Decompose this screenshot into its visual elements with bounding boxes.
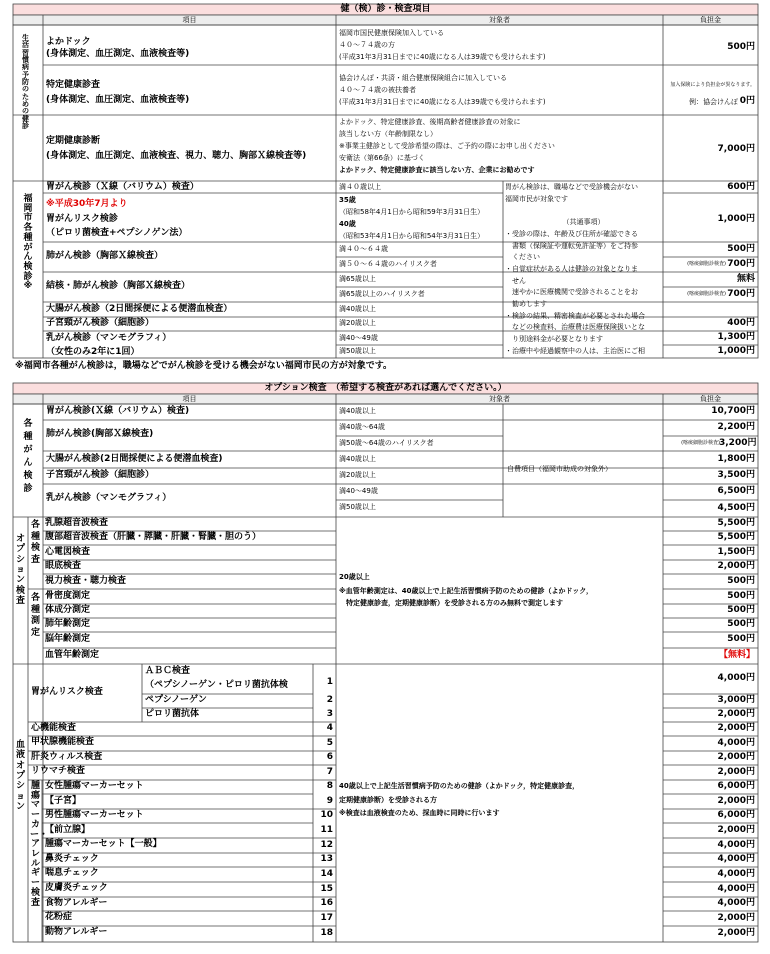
o-stomach-fee: 10,700円	[711, 406, 755, 416]
side-label-option: オプション検査	[15, 534, 25, 607]
blood-item-number: 4	[326, 723, 333, 733]
b-skin: 皮膚炎チェック	[45, 883, 108, 893]
cancer-note-line: り別途料金が必要となります	[505, 335, 603, 344]
teiki-target-5: よかドック、特定健康診査に該当しない方、企業にお勧めです	[339, 166, 535, 174]
c-risk-target-3: 40歳	[339, 220, 356, 228]
c-cervix-fee: 400円	[727, 318, 755, 328]
side-label-lifestyle: 生活習慣病予防のための健診	[22, 34, 29, 131]
teiki-name: 定期健康診断	[46, 136, 101, 146]
teiki-target-2: 該当しない方（年齢制限なし）	[339, 130, 437, 138]
blood-item-fee: 2,000円	[717, 709, 755, 719]
toku-name: 特定健康診査	[46, 80, 101, 90]
o-lung-target-2: 満50歳～64歳のハイリスク者	[339, 439, 434, 447]
cancer-note-line: などの検査料、治療費は医療保険扱いとな	[505, 323, 645, 332]
cancer-note-line: ・自覚症状がある人は健診の対象となりま	[505, 264, 638, 273]
b-tm-female: 女性腫瘍マーカーセット	[45, 781, 144, 791]
o-lung-fee-1: 2,200円	[717, 422, 755, 432]
e-target-2: ※血管年齢測定は、40歳以上で上記生活習慣病予防のための健診（よかドック，	[339, 587, 593, 595]
c-tb-note: (喀痰細胞診検査)	[687, 291, 726, 297]
c-lung-note: (喀痰細胞診検査)	[687, 261, 726, 267]
table2-title: オプション検査 （希望する検査があれば選んでください。）	[264, 383, 507, 393]
cancer-note-line: せん	[505, 276, 526, 285]
e-body-fee: 500円	[727, 605, 755, 615]
c-colon-target: 満40歳以上	[339, 305, 376, 313]
c-stomach: 胃がん検診（Ｘ線（バリウム）検査）	[46, 182, 199, 192]
blood-item-fee: 6,000円	[717, 810, 755, 820]
toku-fee: 0円	[739, 96, 755, 106]
e-brain: 脳年齢測定	[45, 634, 91, 644]
c-lung-fee-1: 500円	[727, 244, 755, 254]
cancer-note-line: （共通事項）	[562, 218, 605, 227]
b-target-1: 40歳以上で上記生活習慣病予防のための健診（よかドック，特定健康診査，	[339, 782, 580, 790]
o-lung-fee-2: 3,200円	[719, 438, 757, 448]
blood-item-number: 1	[326, 677, 333, 687]
o-self-pay: 自費項目（福岡市助成の対象外）	[507, 465, 612, 473]
cancer-note-line: ・検診の結果、精密検査が必要とされた場合	[505, 311, 645, 320]
c-tb-target-2: 満65歳以上のハイリスク者	[339, 290, 425, 298]
blood-item-number: 7	[326, 766, 333, 777]
e-vessel-fee: 【無料】	[718, 650, 755, 660]
blood-item-number: 6	[326, 752, 333, 762]
blood-item-fee: 4,000円	[717, 839, 755, 850]
blood-item-number: 13	[320, 854, 333, 864]
blood-item-number: 8	[326, 781, 333, 791]
teiki-fee: 7,000円	[717, 144, 755, 154]
teiki-target-3: ※事業主健診として受診希望の際は、ご予約の際にお申し出ください	[339, 142, 555, 150]
blood-item-number: 16	[320, 898, 333, 908]
t2-header-item: 項目	[182, 395, 197, 403]
blood-item-number: 15	[320, 883, 333, 894]
c-lung-target-2: 満５０～６４歳のハイリスク者	[339, 260, 437, 268]
blood-item-number: 11	[320, 824, 333, 835]
side-label-tumor: 腫瘍マーカー・アレルギー検査	[30, 781, 49, 908]
b-heart: 心機能検査	[31, 723, 77, 733]
blood-item-number: 9	[326, 795, 333, 806]
o-breast-target-2: 満50歳以上	[339, 503, 376, 511]
toku-target-1: 協会けんぽ・共済・組合健康保険組合に加入している	[339, 74, 507, 82]
cancer-note-line: ください	[505, 253, 540, 262]
yoka-name: よかドック	[46, 37, 91, 47]
blood-item-fee: 2,000円	[717, 752, 755, 762]
blood-item-fee: 2,000円	[717, 928, 755, 938]
b-tm-male-2: 【前立腺】	[45, 825, 91, 835]
blood-item-number: 14	[320, 868, 333, 879]
cancer-note-line: 勧めします	[505, 300, 547, 308]
b-tm-female-2: 【子宮】	[45, 796, 82, 806]
t1-header-target: 対象者	[489, 16, 510, 24]
c-breast-target-1: 満40～49歳	[339, 334, 378, 342]
o-cervix: 子宮頸がん検診（細胞診）	[46, 470, 155, 480]
o-colon-fee: 1,800円	[717, 454, 755, 464]
blood-item-fee: 4,000円	[717, 737, 755, 748]
o-breast: 乳がん検診（マンモグラフィ）	[46, 493, 172, 503]
toku-sub: (身体測定、血圧測定、血液検査等)	[46, 95, 190, 105]
blood-item-fee: 4,000円	[717, 854, 755, 864]
c-breast-fee-1: 1,300円	[717, 332, 755, 342]
c-cervix-target: 満20歳以上	[339, 319, 376, 327]
c-lung-target-1: 満４０～６４歳	[339, 245, 388, 253]
blood-item-number: 18	[320, 928, 333, 938]
blood-item-number: 17	[320, 912, 333, 923]
e-target-3: 特定健康診査，定期健康診断）を受診される方のみ無料で測定します	[339, 599, 563, 607]
o-colon: 大腸がん検診(2日間採便による便潜血検査)	[46, 454, 223, 464]
toku-target-3: (平成31年3月31日までに40歳になる人は39歳でも受けられます)	[339, 98, 546, 106]
c-breast: 乳がん検診（マンモグラフィ）	[46, 333, 172, 343]
b-nose: 鼻炎チェック	[45, 854, 99, 864]
c-risk: 胃がんリスク検診	[46, 214, 118, 224]
e-bone-fee: 500円	[727, 591, 755, 601]
b-asthma: 喘息チェック	[45, 868, 99, 878]
e-bone: 骨密度測定	[45, 591, 91, 601]
e-ecg: 心電図検査	[45, 547, 91, 557]
t1-header-fee: 負担金	[700, 16, 721, 24]
blood-item-number: 3	[326, 709, 333, 719]
toku-target-2: ４０～７４歳の被扶養者	[339, 86, 416, 94]
b-abc-2: （ペプシノーゲン・ピロリ菌抗体検	[145, 680, 288, 690]
blood-item-fee: 6,000円	[717, 781, 755, 791]
o-breast-target-1: 満40～49歳	[339, 487, 378, 495]
c-stomach-target: 満４０歳以上	[339, 183, 381, 191]
teiki-target-4: 安衛法（第66条）に基づく	[339, 154, 425, 162]
side-label-blood: 血液オプション	[15, 740, 25, 813]
e-lungage: 肺年齢測定	[45, 619, 91, 629]
blood-item-number: 10	[320, 810, 333, 820]
cancer-note-line: 福岡市民が対象です	[505, 194, 568, 203]
blood-item-fee: 4,000円	[717, 883, 755, 894]
blood-item-fee: 4,000円	[717, 868, 755, 879]
side-label-kensa: 各種検査	[30, 520, 40, 566]
c-tb-fee-1: 無料	[736, 274, 755, 284]
o-lung-target-1: 満40歳～64歳	[339, 423, 385, 431]
b-target-2: 定期健康診断）を受診される方	[339, 796, 437, 804]
b-hepatitis: 肝炎ウィルス検査	[31, 752, 103, 762]
b-pylori: ピロリ菌抗体	[145, 709, 200, 719]
cancer-note-line: 速やかに医療機関で受診されることをお	[505, 288, 638, 297]
e-us-breast-fee: 5,500円	[717, 518, 755, 528]
o-stomach-target: 満40歳以上	[339, 407, 376, 415]
yoka-sub: (身体測定、血圧測定、血液検査等)	[46, 49, 190, 59]
t1-footnote: ※福岡市各種がん検診は，職場などでがん検診を受ける機会がない福岡市民の方が対象です。	[15, 361, 393, 371]
c-breast-sub: （女性のみ2年に1回）	[46, 347, 140, 357]
c-tb: 結核・肺がん検診（胸部Ｘ線検査）	[46, 281, 191, 291]
b-tm-male: 男性腫瘍マーカーセット	[45, 810, 144, 820]
c-breast-fee-2: 1,000円	[717, 346, 755, 356]
toku-fee-note: 加入保険により負担金が異なります。	[670, 82, 755, 88]
o-stomach: 胃がん検診(Ｘ線（バリウム）検査)	[46, 406, 190, 416]
table1-title: 健（検）診・検査項目	[340, 4, 431, 14]
o-colon-target: 満40歳以上	[339, 455, 376, 463]
b-tm-general: 腫瘍マーカーセット【一般】	[45, 839, 162, 849]
blood-item-fee: 2,000円	[717, 766, 755, 777]
c-breast-target-2: 満50歳以上	[339, 347, 376, 355]
blood-item-fee: 3,000円	[717, 695, 755, 705]
o-lung-note: (喀痰細胞診検査)	[681, 440, 720, 446]
e-vision: 視力検査・聴力検査	[45, 576, 127, 586]
side-label-cancer: 福岡市各種がん検診※	[23, 194, 33, 292]
b-target-3: ※検査は血液検査のため、採血時に同時に行います	[339, 809, 500, 817]
blood-item-number: 2	[326, 695, 333, 705]
o-breast-fee-1: 6,500円	[717, 486, 755, 496]
e-body: 体成分測定	[45, 605, 91, 615]
blood-item-fee: 4,000円	[717, 898, 755, 908]
o-cervix-fee: 3,500円	[717, 470, 755, 480]
t1-header-item: 項目	[182, 16, 197, 24]
c-tb-fee-2: 700円	[727, 289, 755, 299]
teiki-target-1: よかドック、特定健康診査、後期高齢者健康診査の対象に	[339, 118, 521, 126]
blood-item-fee: 4,000円	[717, 673, 755, 683]
e-us-abd-fee: 5,500円	[717, 532, 755, 542]
o-breast-fee-2: 4,500円	[717, 503, 755, 513]
side-label-opt-cancer: 各種がん検診	[23, 419, 33, 495]
t2-header-fee: 負担金	[700, 395, 721, 403]
cancer-note-line: 胃がん検診は、職場などで受診機会がない	[505, 183, 638, 191]
o-cervix-target: 満20歳以上	[339, 471, 376, 479]
t2-header-target: 対象者	[489, 395, 510, 403]
e-lungage-fee: 500円	[727, 619, 755, 629]
yoka-target-2: ４０～７４歳の方	[339, 41, 395, 49]
c-stomach-fee: 600円	[727, 182, 755, 192]
e-us-abd: 腹部超音波検査（肝臓・膵臓・肝臓・腎臓・胆のう）	[45, 532, 262, 542]
cancer-note-line: ・治療中や経過観察中の人は、主治医にご相	[505, 346, 645, 355]
e-vision-fee: 500円	[727, 576, 755, 586]
c-lung: 肺がん検診（胸部Ｘ線検査）	[46, 251, 164, 261]
blood-item-fee: 2,000円	[717, 723, 755, 733]
teiki-sub: (身体測定、血圧測定、血液検査、視力、聴力、胸部Ｘ線検査等)	[46, 151, 307, 161]
cancer-note-line: 書類（保険証や運転免許証等）をご持参	[505, 241, 638, 250]
c-risk-target-2: （昭和58年4月1日から昭和59年3月31日生）	[339, 208, 485, 216]
b-thyroid: 甲状腺機能検査	[31, 737, 95, 747]
b-rheuma: リウマチ検査	[31, 766, 86, 776]
yoka-target-1: 福岡市国民健康保険加入している	[339, 29, 444, 37]
c-risk-target-4: （昭和53年4月1日から昭和54年3月31日生）	[339, 232, 485, 240]
blood-item-fee: 2,000円	[717, 824, 755, 835]
b-animal: 動物アレルギー	[45, 927, 108, 937]
yoka-fee: 500円	[727, 42, 755, 52]
blood-item-number: 12	[320, 839, 333, 850]
e-target-1: 20歳以上	[339, 573, 370, 581]
c-risk-sub: （ピロリ菌検査+ペプシノゲン法）	[46, 228, 188, 238]
c-h30-note: ※平成30年7月より	[46, 199, 128, 209]
c-lung-fee-2: 700円	[727, 259, 755, 269]
blood-item-fee: 2,000円	[717, 912, 755, 923]
b-pepsi: ペプシノーゲン	[145, 695, 207, 705]
c-colon: 大腸がん検診（2日間採便による便潜血検査）	[46, 304, 233, 314]
c-risk-target-1: 35歳	[339, 196, 356, 204]
e-vessel: 血管年齢測定	[45, 650, 100, 660]
c-cervix: 子宮頸がん検診（細胞診）	[46, 318, 155, 328]
toku-fee-example: 例：協会けんぽ	[689, 98, 738, 106]
e-us-breast: 乳腺超音波検査	[45, 518, 109, 528]
b-abc-1: ＡＢＣ検査	[145, 666, 191, 676]
cancer-note-line: ・受診の際は、年齢及び住所が確認できる	[505, 229, 638, 238]
yoka-target-3: (平成31年3月31日までに40歳になる人は39歳でも受けられます)	[339, 53, 546, 61]
e-fundus: 眼底検査	[45, 561, 82, 571]
e-ecg-fee: 1,500円	[717, 547, 755, 557]
blood-item-number: 5	[326, 737, 333, 748]
e-fundus-fee: 2,000円	[717, 561, 755, 571]
o-lung: 肺がん検診(胸部Ｘ線検査)	[46, 429, 154, 439]
side-label-sokutei: 各種測定	[30, 593, 40, 639]
c-risk-fee: 1,000円	[717, 214, 755, 224]
blood-item-fee: 2,000円	[717, 795, 755, 806]
b-risk: 胃がんリスク検査	[31, 687, 103, 697]
b-food: 食物アレルギー	[45, 898, 108, 908]
e-brain-fee: 500円	[727, 634, 755, 644]
c-tb-target-1: 満65歳以上	[339, 275, 376, 283]
b-pollen: 花粉症	[45, 912, 73, 922]
